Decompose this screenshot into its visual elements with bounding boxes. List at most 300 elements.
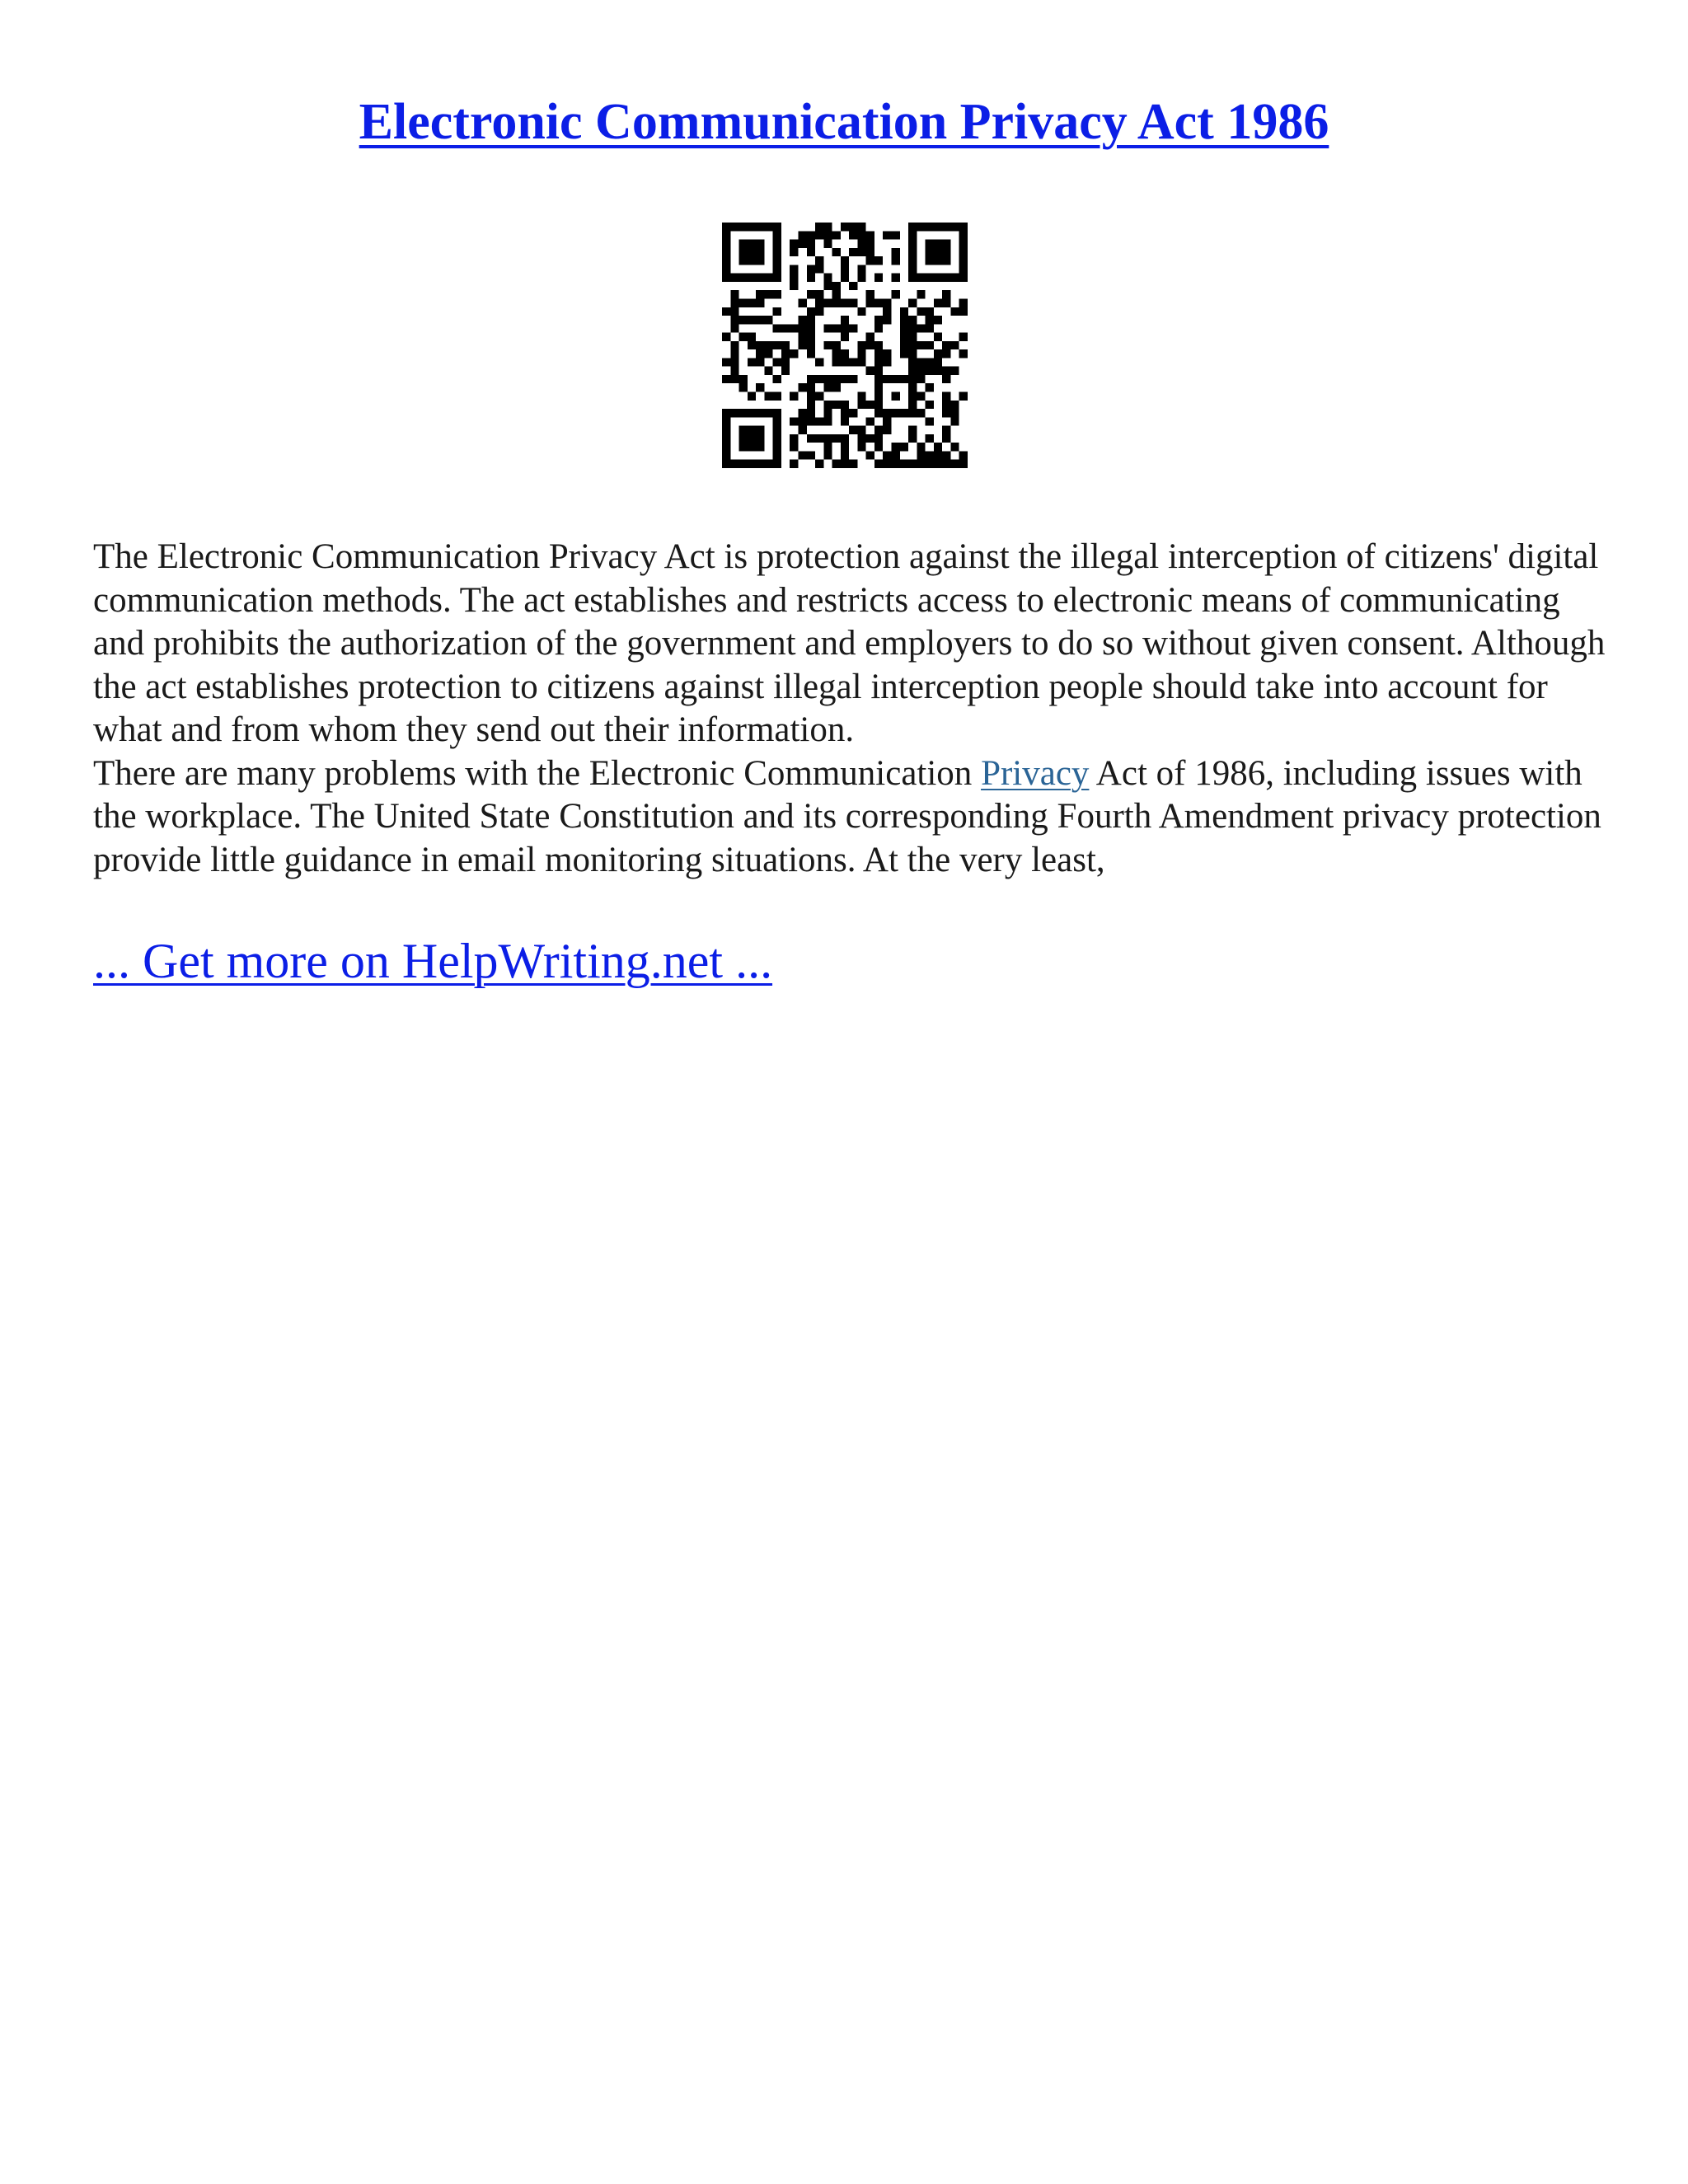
qr-module [841,298,849,307]
qr-module [756,274,764,282]
qr-module [756,240,764,248]
qr-module [764,367,772,375]
qr-module [823,401,832,409]
qr-module [959,298,968,307]
qr-module [807,290,815,298]
qr-module [722,375,730,383]
qr-module [756,443,764,451]
qr-module [807,349,815,358]
qr-module [773,223,781,231]
qr-module [807,265,815,273]
qr-module [950,460,959,468]
qr-module [807,324,815,332]
qr-module [807,409,815,417]
qr-module [892,451,900,459]
qr-module [756,383,764,391]
qr-module [722,434,730,443]
qr-module [748,443,756,451]
qr-module [722,451,730,459]
qr-module [942,240,950,248]
qr-module [857,307,865,316]
qr-module [934,248,942,256]
qr-module [866,367,874,375]
qr-module [866,434,874,443]
qr-module [730,349,738,358]
qr-module [892,290,900,298]
qr-module [926,358,934,366]
qr-module [823,443,832,451]
qr-module [807,240,815,248]
qr-module [823,231,832,239]
qr-module [773,409,781,417]
qr-module [764,392,772,401]
qr-module [815,256,823,265]
qr-module [950,274,959,282]
qr-module [832,358,841,366]
qr-module [722,426,730,434]
qr-module [959,307,968,316]
qr-module [959,392,968,401]
qr-module [942,256,950,265]
qr-module [857,265,865,273]
get-more-link[interactable]: ... Get more on HelpWriting.net ... [93,934,773,988]
qr-module [959,349,968,358]
qr-module [917,290,925,298]
qr-module [832,375,841,383]
qr-module [722,333,730,341]
qr-module [807,417,815,425]
qr-module [857,434,865,443]
qr-module [722,231,730,239]
qr-module [959,265,968,273]
qr-module [959,274,968,282]
qr-module [756,426,764,434]
qr-module [773,341,781,349]
qr-module [866,248,874,256]
qr-module [874,349,883,358]
qr-module [823,223,832,231]
qr-module [874,375,883,383]
qr-module [739,333,748,341]
qr-module [917,451,925,459]
qr-module [917,324,925,332]
qr-module [773,417,781,425]
privacy-link[interactable]: Privacy [981,753,1090,793]
qr-module [883,451,891,459]
qr-module [739,426,748,434]
qr-module [908,333,917,341]
qr-module [807,248,815,256]
qr-module [756,256,764,265]
qr-module [730,341,738,349]
qr-module [807,451,815,459]
paragraph-intro: The Electronic Communication Privacy Act is protection against the illegal interception of citizens' digital communication methods. The act establishes and restricts access to electronic means of communicating and prohibits the authorization of the government and employers to do so without given consent. Although the act establishes protection to citizens against illegal interception people should take into account for what and from whom they send out their information. [93,537,1606,749]
qr-module [748,256,756,265]
qr-module [866,298,874,307]
qr-module [900,375,908,383]
qr-module [926,307,934,316]
qr-module [798,451,806,459]
qr-module [926,248,934,256]
qr-module [926,417,934,425]
qr-module [790,265,798,273]
qr-module [807,231,815,239]
qr-module [908,223,917,231]
qr-module [730,460,738,468]
qr-module [798,316,806,324]
qr-module [722,409,730,417]
qr-module [934,316,942,324]
qr-module [730,274,738,282]
qr-module [959,333,968,341]
qr-module [722,307,730,316]
qr-module [908,460,917,468]
qr-module [849,282,857,290]
qr-module [926,401,934,409]
qr-module [942,392,950,401]
qr-module [874,392,883,401]
qr-module [892,375,900,383]
qr-module [857,426,865,434]
qr-module [866,256,874,265]
qr-module [917,307,925,316]
qr-module [823,383,832,391]
qr-module [798,240,806,248]
qr-module [883,316,891,324]
qr-module [841,316,849,324]
qr-module [959,231,968,239]
qr-module [908,383,917,391]
qr-module [807,316,815,324]
qr-module [866,417,874,425]
qr-module [722,223,730,231]
qr-module [849,324,857,332]
qr-module [934,358,942,366]
qr-module [790,417,798,425]
qr-module [832,290,841,298]
qr-module [722,256,730,265]
qr-module [773,240,781,248]
qr-module [815,223,823,231]
qr-module [841,443,849,451]
qr-module [883,231,891,239]
qr-module [823,282,832,290]
qr-module [773,290,781,298]
qr-module [892,392,900,401]
qr-module [874,256,883,265]
qr-module [773,274,781,282]
qr-module [841,409,849,417]
qr-module [756,248,764,256]
qr-module [917,443,925,451]
qr-module [849,223,857,231]
qr-module [908,248,917,256]
qr-module [730,290,738,298]
qr-module [950,401,959,409]
qr-module [832,434,841,443]
qr-module [841,223,849,231]
qr-module [739,248,748,256]
qr-module [934,274,942,282]
qr-module [857,401,865,409]
qr-module [730,375,738,383]
qr-module [739,240,748,248]
qr-module [926,223,934,231]
qr-module [874,316,883,324]
qr-module [883,307,891,316]
qr-module [934,443,942,451]
qr-module [908,434,917,443]
qr-module [739,443,748,451]
page-title [0,89,1688,155]
qr-module [798,426,806,434]
qr-module [781,367,790,375]
qr-module [883,417,891,425]
qr-module [722,358,730,366]
qr-module [942,401,950,409]
qr-module [773,451,781,459]
qr-module [807,307,815,316]
qr-module [959,451,968,459]
qr-module [823,451,832,459]
qr-module [739,434,748,443]
qr-module [892,443,900,451]
qr-module [823,274,832,282]
qr-module [959,223,968,231]
qr-module [908,341,917,349]
qr-module [773,375,781,383]
qr-module [832,341,841,349]
qr-module [841,256,849,265]
qr-module [908,265,917,273]
qr-module [748,316,756,324]
qr-module [807,401,815,409]
qr-module [739,223,748,231]
qr-module [959,248,968,256]
qr-module [790,324,798,332]
qr-module [730,324,738,332]
qr-module [892,231,900,239]
qr-module [764,409,772,417]
qr-module [841,375,849,383]
qr-module [917,223,925,231]
qr-module [849,358,857,366]
qr-module [942,426,950,434]
qr-module [926,240,934,248]
qr-module [849,375,857,383]
article-body [93,536,1610,882]
qr-module [866,401,874,409]
qr-module [790,248,798,256]
qr-module [942,349,950,358]
qr-module [832,298,841,307]
qr-module [908,316,917,324]
qr-module [823,375,832,383]
qr-module [908,401,917,409]
qr-module [908,349,917,358]
qr-module [892,274,900,282]
qr-module [942,341,950,349]
qr-module [874,298,883,307]
qr-module [892,409,900,417]
qr-module [764,274,772,282]
qr-module [807,333,815,341]
qr-module [823,324,832,332]
qr-module [832,401,841,409]
qr-module [764,349,772,358]
qr-module [756,298,764,307]
qr-module [900,333,908,341]
qr-module [950,223,959,231]
qr-module [773,248,781,256]
qr-module [807,392,815,401]
qr-module [739,316,748,324]
qr-module [764,341,772,349]
qr-module [815,460,823,468]
qr-module [756,358,764,366]
qr-module [857,274,865,282]
qr-module [959,460,968,468]
qr-module [866,240,874,248]
qr-module [917,367,925,375]
qr-module [739,274,748,282]
qr-module [773,443,781,451]
qr-module [917,409,925,417]
qr-module [908,240,917,248]
qr-module [874,409,883,417]
qr-module [917,274,925,282]
qr-module [900,460,908,468]
qr-module [908,426,917,434]
qr-module [841,274,849,282]
qr-module [900,307,908,316]
qr-module [908,274,917,282]
qr-module [807,341,815,349]
qr-module [950,367,959,375]
qr-module [790,349,798,358]
qr-module [815,375,823,383]
qr-module [942,274,950,282]
paragraph-problems [93,752,1610,883]
qr-module [857,240,865,248]
qr-module [942,460,950,468]
qr-module [950,341,959,349]
qr-module [790,434,798,443]
qr-module [874,401,883,409]
qr-module [950,307,959,316]
qr-module [908,367,917,375]
qr-module [756,409,764,417]
qr-module [942,375,950,383]
qr-module [739,375,748,383]
qr-module [917,460,925,468]
qr-module [748,341,756,349]
qr-module [942,290,950,298]
qr-module [849,460,857,468]
qr-module [942,367,950,375]
qr-module [917,358,925,366]
qr-module [934,333,942,341]
qr-module [781,349,790,358]
qr-module [908,231,917,239]
qr-module [942,451,950,459]
qr-module [900,324,908,332]
qr-module [849,248,857,256]
qr-module [815,265,823,273]
qr-module [926,451,934,459]
qr-module [756,316,764,324]
qr-module [874,434,883,443]
qr-module [748,434,756,443]
qr-module [748,298,756,307]
qr-module [857,223,865,231]
qr-module [832,349,841,358]
qr-module [926,316,934,324]
qr-module [790,282,798,290]
qr-module [764,223,772,231]
qr-module [841,460,849,468]
qr-module [874,358,883,366]
qr-module [832,282,841,290]
qr-module [773,358,781,366]
qr-module [841,358,849,366]
qr-module [934,240,942,248]
qr-module [739,256,748,265]
qr-module [866,333,874,341]
qr-module [832,231,841,239]
qr-module [823,298,832,307]
qr-module [934,460,942,468]
qr-module [934,256,942,265]
qr-module [926,324,934,332]
qr-module [942,409,950,417]
qr-module [857,349,865,358]
qr-module [908,298,917,307]
qr-module [748,392,756,401]
qr-module [908,409,917,417]
qr-module [798,383,806,391]
get-more-paragraph [93,930,772,992]
qr-module [807,375,815,383]
qr-module [773,392,781,401]
qr-module [807,274,815,282]
qr-module [950,443,959,451]
qr-module [722,443,730,451]
qr-module [748,409,756,417]
qr-module [883,426,891,434]
qr-module [926,367,934,375]
qr-module [866,290,874,298]
qr-module [722,265,730,273]
qr-module [892,256,900,265]
qr-module [857,358,865,366]
title-link[interactable]: Electronic Communication Privacy Act 1986 [359,94,1329,150]
qr-module [798,231,806,239]
qr-module [815,290,823,298]
qr-module [934,223,942,231]
qr-module [764,316,772,324]
qr-module [798,298,806,307]
qr-module [900,443,908,451]
qr-module [874,426,883,434]
qr-module [841,333,849,341]
qr-module [959,240,968,248]
qr-module [773,256,781,265]
qr-module [866,231,874,239]
qr-module [722,274,730,282]
qr-module [849,426,857,434]
qr-module [874,460,883,468]
